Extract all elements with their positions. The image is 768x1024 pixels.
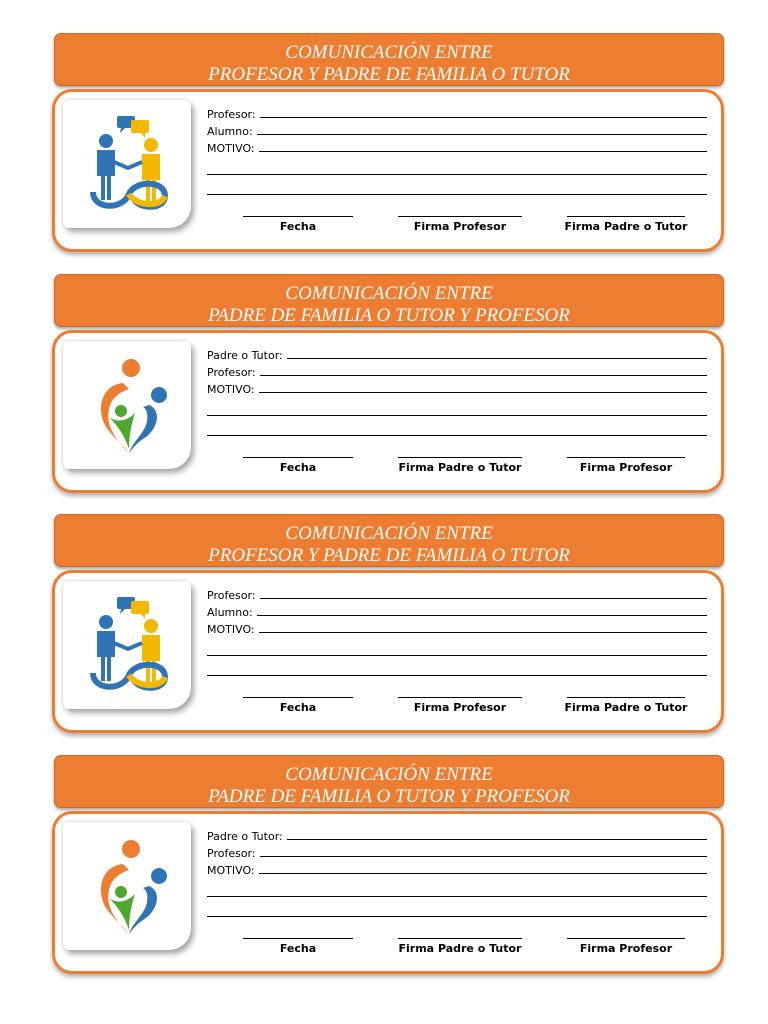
signature-2[interactable]	[395, 457, 525, 474]
signature-3[interactable]	[561, 697, 691, 714]
form-fields	[207, 585, 707, 676]
form-header	[54, 514, 724, 567]
field-label: Alumno:	[207, 125, 253, 138]
motive-line[interactable]	[207, 416, 707, 436]
field-label: Profesor:	[207, 847, 256, 860]
form-fields	[207, 104, 707, 195]
header-title-line1: COMUNICACIÓN ENTRE	[285, 283, 493, 304]
write-line[interactable]	[257, 615, 707, 616]
write-line[interactable]	[259, 632, 707, 633]
signature-fecha[interactable]	[243, 938, 353, 955]
signature-3[interactable]	[561, 457, 691, 474]
signature-label: Firma Padre o Tutor	[398, 461, 522, 474]
signature-label: Firma Profesor	[413, 701, 507, 714]
signature-label: Firma Profesor	[579, 461, 673, 474]
write-line[interactable]	[287, 839, 707, 840]
signature-label: Fecha	[279, 461, 317, 474]
signature-2[interactable]	[395, 216, 525, 233]
write-line[interactable]	[259, 392, 707, 393]
form-card	[52, 811, 724, 974]
signature-fecha[interactable]	[243, 457, 353, 474]
write-line[interactable]	[257, 134, 707, 135]
signature-label: Fecha	[279, 701, 317, 714]
signature-2[interactable]	[395, 697, 525, 714]
form-card	[52, 330, 724, 493]
header-title-line2: PADRE DE FAMILIA O TUTOR Y PROFESOR	[208, 786, 570, 807]
field-label: MOTIVO:	[207, 142, 255, 155]
write-line[interactable]	[260, 117, 707, 118]
header-title-line2: PADRE DE FAMILIA O TUTOR Y PROFESOR	[208, 305, 570, 326]
form-card	[52, 570, 724, 733]
logo-frame	[63, 822, 191, 950]
header-title-line1: COMUNICACIÓN ENTRE	[285, 764, 493, 785]
field-label: Profesor:	[207, 366, 256, 379]
motive-line[interactable]	[207, 175, 707, 195]
signature-3[interactable]	[561, 938, 691, 955]
signature-label: Fecha	[279, 942, 317, 955]
field-label: Profesor:	[207, 589, 256, 602]
write-line[interactable]	[287, 358, 707, 359]
motive-line[interactable]	[207, 877, 707, 897]
field-label: Profesor:	[207, 108, 256, 121]
form-card	[52, 89, 724, 252]
signature-label: Firma Profesor	[413, 220, 507, 233]
field-label: MOTIVO:	[207, 864, 255, 877]
form-fields	[207, 345, 707, 436]
motive-line[interactable]	[207, 636, 707, 656]
field-label: Alumno:	[207, 606, 253, 619]
motive-line[interactable]	[207, 656, 707, 676]
header-title-line2: PROFESOR Y PADRE DE FAMILIA O TUTOR	[208, 64, 570, 85]
signature-fecha[interactable]	[243, 216, 353, 233]
motive-line[interactable]	[207, 155, 707, 175]
signature-fecha[interactable]	[243, 697, 353, 714]
form-header	[54, 274, 724, 327]
logo-frame	[63, 581, 191, 709]
form-header	[54, 33, 724, 86]
family-heart-icon	[73, 351, 181, 459]
write-line[interactable]	[260, 375, 707, 376]
write-line[interactable]	[260, 598, 707, 599]
write-line[interactable]	[260, 856, 707, 857]
logo-frame	[63, 341, 191, 469]
signature-label: Firma Profesor	[579, 942, 673, 955]
signature-label: Firma Padre o Tutor	[564, 220, 688, 233]
field-label: Padre o Tutor:	[207, 830, 283, 843]
motive-line[interactable]	[207, 396, 707, 416]
header-title-line2: PROFESOR Y PADRE DE FAMILIA O TUTOR	[208, 545, 570, 566]
logo-frame	[63, 100, 191, 228]
form-fields	[207, 826, 707, 917]
motive-line[interactable]	[207, 897, 707, 917]
teacher-parent-communication-icon	[73, 591, 181, 699]
signature-label: Fecha	[279, 220, 317, 233]
header-title-line1: COMUNICACIÓN ENTRE	[285, 523, 493, 544]
field-label: MOTIVO:	[207, 623, 255, 636]
signature-3[interactable]	[561, 216, 691, 233]
family-heart-icon	[73, 832, 181, 940]
form-header	[54, 755, 724, 808]
signature-label: Firma Padre o Tutor	[564, 701, 688, 714]
field-label: Padre o Tutor:	[207, 349, 283, 362]
signature-label: Firma Padre o Tutor	[398, 942, 522, 955]
write-line[interactable]	[259, 873, 707, 874]
field-label: MOTIVO:	[207, 383, 255, 396]
header-title-line1: COMUNICACIÓN ENTRE	[285, 42, 493, 63]
signature-2[interactable]	[395, 938, 525, 955]
teacher-parent-communication-icon	[73, 110, 181, 218]
write-line[interactable]	[259, 151, 707, 152]
